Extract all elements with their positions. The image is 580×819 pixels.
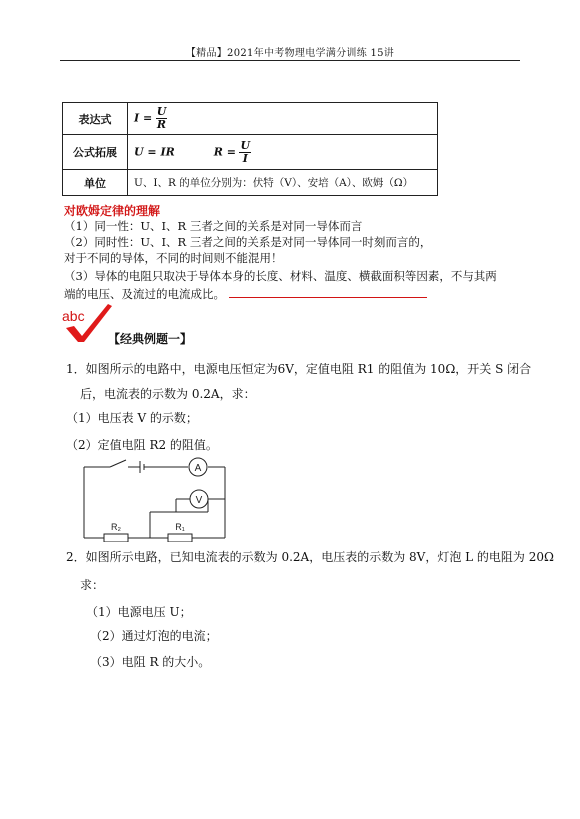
expression-formula [128, 103, 438, 135]
q2-line: 2．如图所示电路，已知电流表的示数为 0.2A，电压表的示数为 8V，灯泡 L 的电阻为 20Ω [66, 550, 554, 564]
units-text: U、I、R 的单位分别为：伏特（V）、安培（A）、欧姆（Ω） [128, 170, 438, 196]
table-row-expression [63, 103, 438, 135]
understanding-line: 端的电压、及流过的电流成比。 [64, 287, 225, 301]
formula-b-lhs: R = [213, 145, 236, 158]
logo-text: abc [62, 308, 85, 324]
q2-subquestion: （1）电源电压 U； [86, 605, 192, 619]
q1-subquestion: （1）电压表 V 的示数； [66, 411, 198, 425]
q2-subquestion: （3）电阻 R 的大小。 [90, 655, 211, 669]
r1-label: R₁ [175, 522, 185, 532]
formula-a: U = IR [134, 145, 175, 158]
q1-line: 后，电流表的示数为 0.2A，求： [80, 387, 256, 401]
understanding-line: （2）同时性：U、I、R 三者之间的关系是对同一导体同一时刻而言的， [64, 235, 432, 249]
understanding-line: （3）导体的电阻只取决于导体本身的长度、材料、温度、横截面积等因素，不与其两 [64, 269, 497, 283]
understanding-title: 对欧姆定律的理解 [64, 204, 161, 218]
understanding-line-last [64, 286, 427, 302]
q1-subquestion: （2）定值电阻 R2 的阻值。 [66, 438, 218, 452]
row-label: 公式拓展 [63, 135, 128, 170]
table-row-units [63, 170, 438, 196]
understanding-line: （1）同一性：U、I、R 三者之间的关系是对同一导体而言 [64, 219, 363, 233]
row-label: 单位 [63, 170, 128, 196]
table-row-extension [63, 135, 438, 170]
header-divider [60, 60, 520, 61]
ammeter-label: A [194, 463, 202, 474]
ohms-law-table [62, 102, 438, 196]
fraction-numerator: U [240, 138, 251, 152]
resistor-r1 [168, 534, 192, 542]
switch-icon [110, 460, 126, 467]
row-label: 表达式 [63, 103, 128, 135]
circuit-diagram [80, 452, 230, 542]
q2-subquestion: （2）通过灯泡的电流； [90, 629, 218, 643]
q1-line: 1．如图所示的电路中，电源电压恒定为6V，定值电阻 R1 的阻值为 10Ω，开关 S 闭合 [66, 362, 532, 376]
formula-lhs: I = [134, 111, 153, 125]
voltmeter-label: V [195, 495, 203, 506]
section-title: 【经典例题一】 [108, 332, 193, 346]
fraction [156, 106, 168, 131]
fraction [239, 140, 251, 165]
page-header: 【精品】2021年中考物理电学满分训练 15讲 [185, 48, 395, 59]
r2-label: R₂ [111, 522, 121, 532]
q2-line: 求： [80, 578, 105, 592]
fraction-denominator: I [242, 151, 248, 165]
answer-blank [229, 297, 427, 298]
abc-check-logo [60, 302, 114, 344]
understanding-line: 对于不同的导体，不同的时间则不能混用！ [64, 251, 283, 265]
fraction-numerator: U [156, 105, 167, 118]
fraction-denominator: R [156, 118, 167, 131]
extension-formula [128, 135, 438, 170]
resistor-r2 [104, 534, 128, 542]
